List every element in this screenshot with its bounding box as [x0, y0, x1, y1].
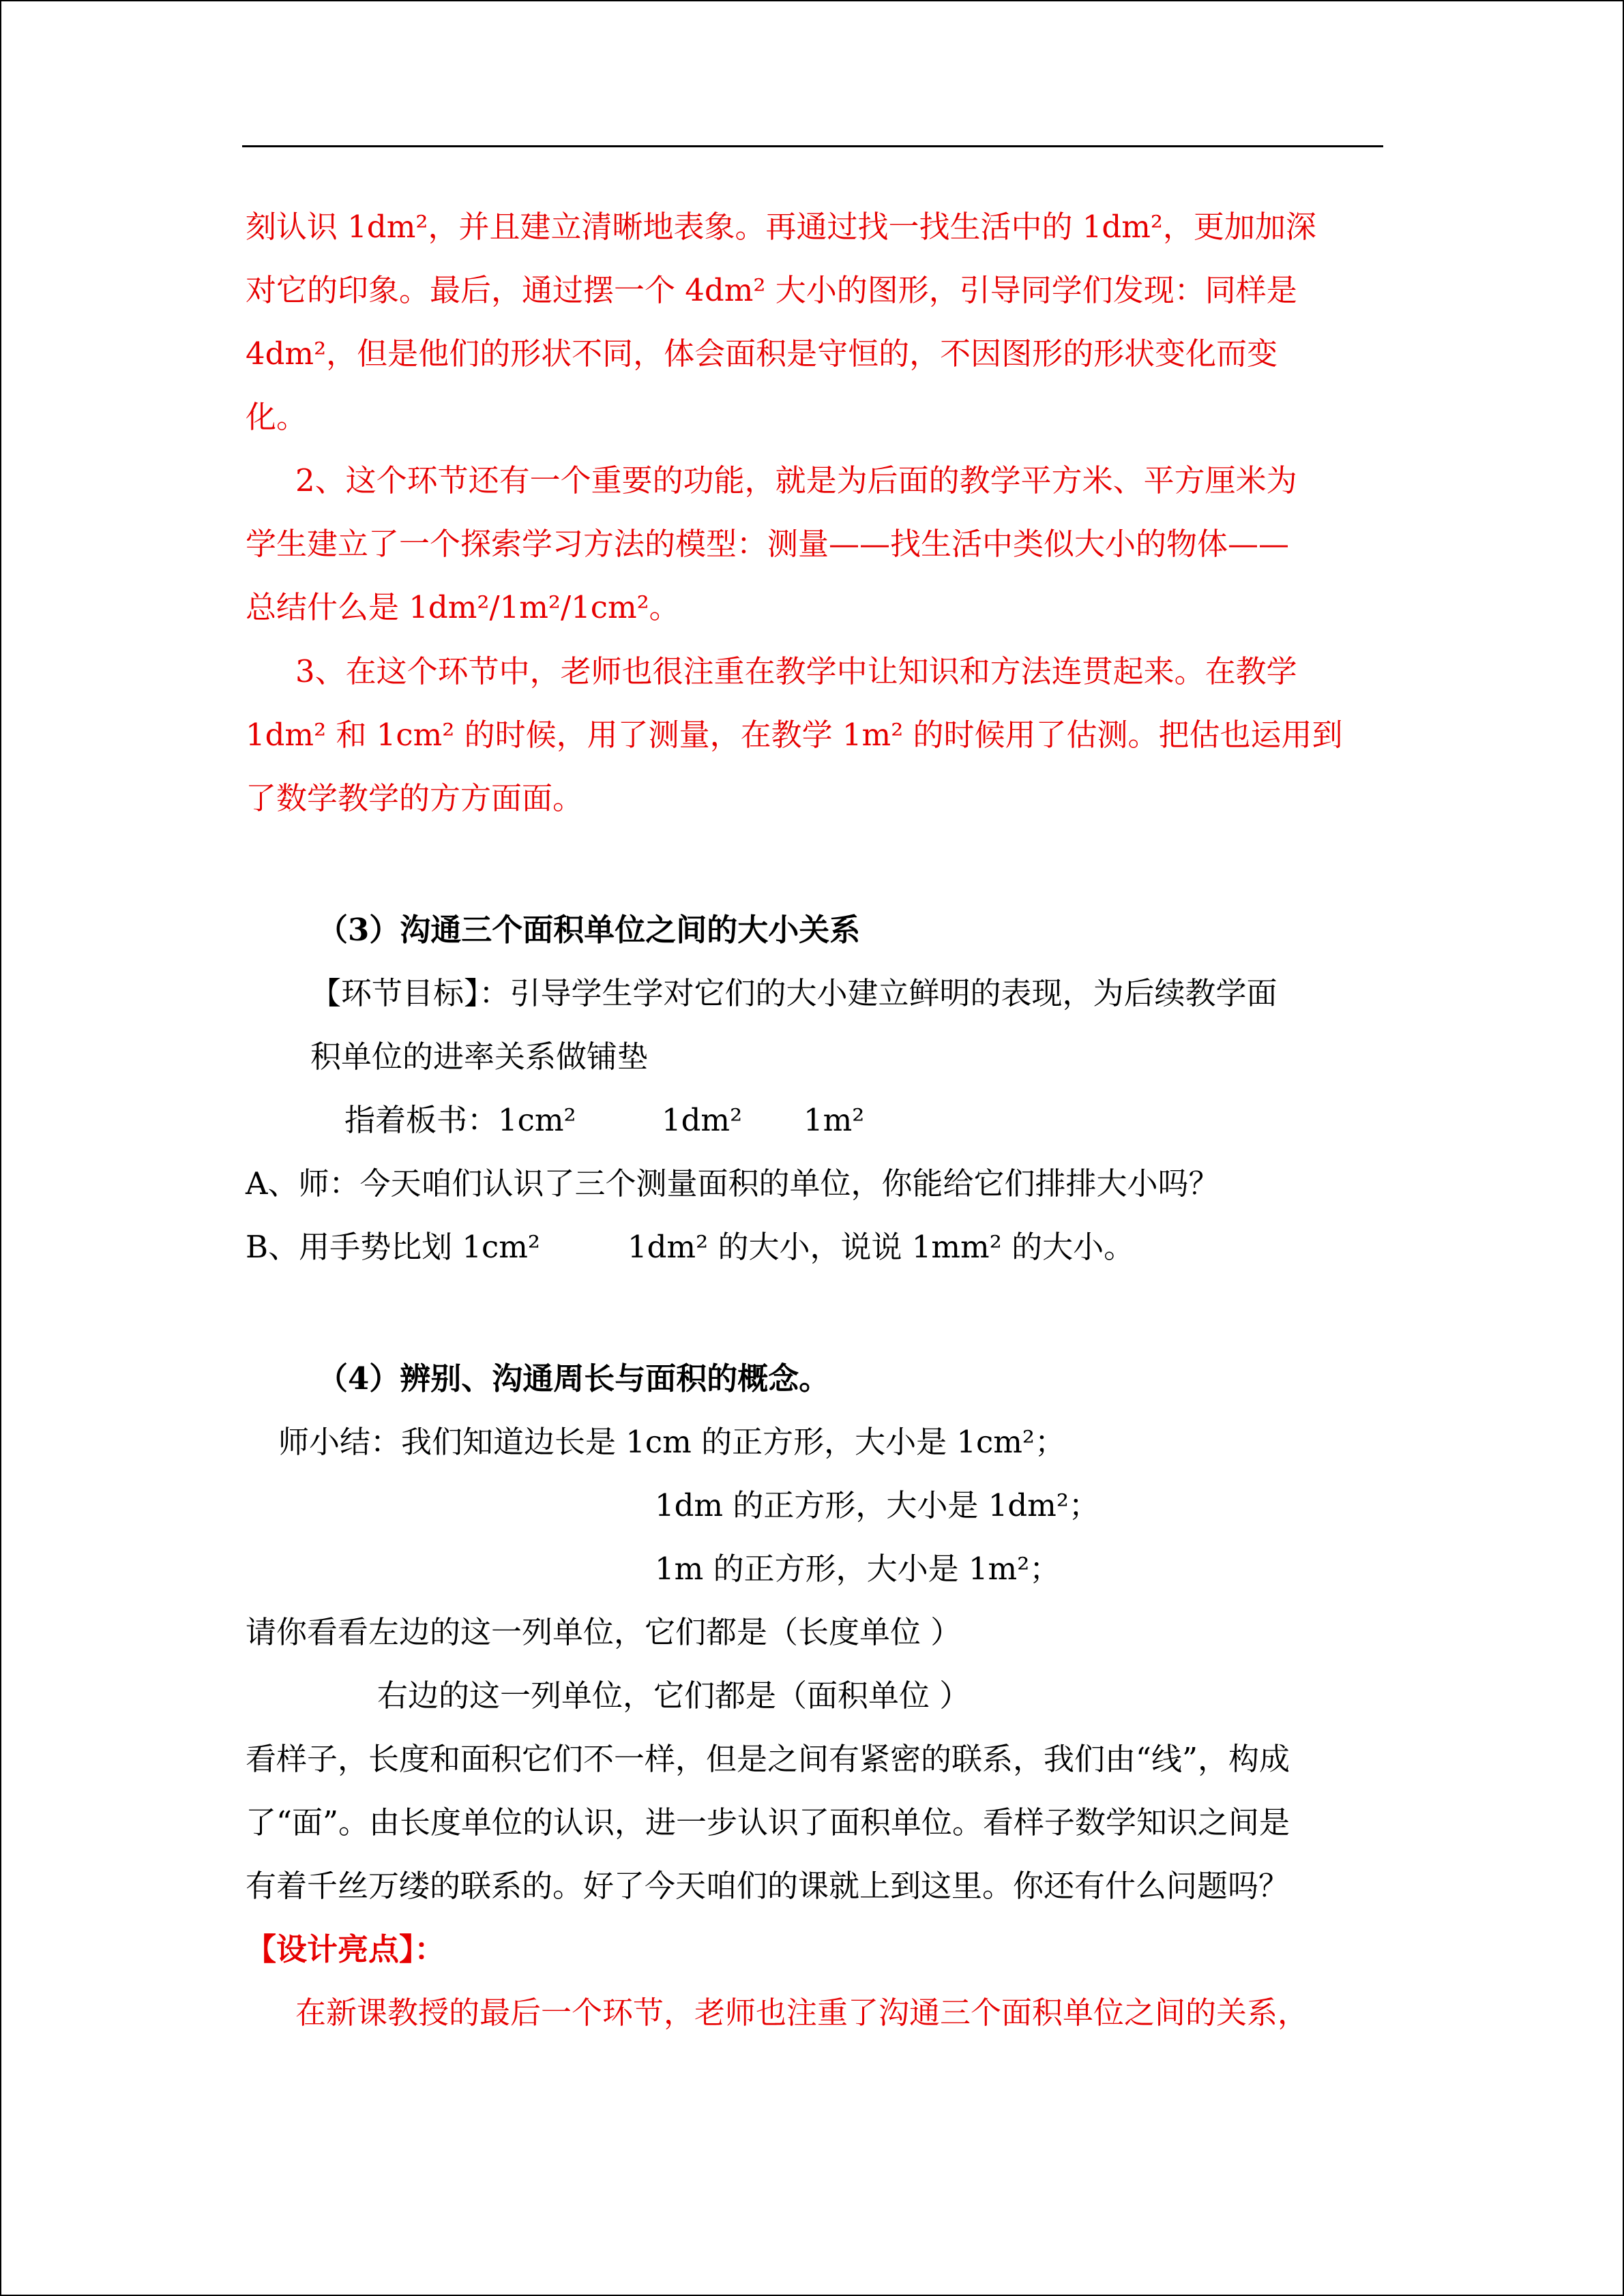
- section3-heading: （3）沟通三个面积单位之间的大小关系: [317, 912, 861, 948]
- section3-goal-line2: 积单位的进率关系做铺垫: [310, 1039, 649, 1075]
- reflection2-line2: 学生建立了一个探索学习方法的模型：测量——找生活中类似大小的物体——: [246, 526, 1290, 562]
- section4-para1: 看样子，长度和面积它们不一样，但是之间有紧密的联系，我们由“线”，构成: [246, 1741, 1290, 1777]
- section3-goal-line1: 【环节目标】：引导学生学对它们的大小建立鲜明的表现，为后续教学面: [310, 975, 1278, 1011]
- reflection2-line3: 总结什么是 1dm²/1m²/1cm²。: [246, 589, 680, 625]
- section4-summary3: 1m 的正方形，大小是 1m²；: [655, 1551, 1061, 1587]
- section3-board-unit2: 1dm²: [662, 1102, 743, 1138]
- reflection1-line1: 刻认识 1dm²，并且建立清晰地表象。再通过找一找生活中的 1dm²，更加加深: [246, 209, 1316, 245]
- section3-board-unit3: 1m²: [803, 1102, 865, 1138]
- section4-heading: （4）辨别、沟通周长与面积的概念。: [317, 1360, 830, 1397]
- section4-highlight-text: 在新课教授的最后一个环节，老师也注重了沟通三个面积单位之间的关系，: [295, 1995, 1309, 2031]
- section4-summary2: 1dm 的正方形，大小是 1dm²；: [655, 1487, 1099, 1523]
- reflection3-line2: 1dm² 和 1cm² 的时候，用了测量，在教学 1m² 的时候用了估测。把估也运用到: [246, 717, 1343, 753]
- header-rule: [242, 145, 1383, 147]
- section4-left-units: 请你看看左边的这一列单位，它们都是（长度单位 ）: [246, 1614, 962, 1650]
- reflection3-line1: 3、在这个环节中，老师也很注重在教学中让知识和方法连贯起来。在教学: [295, 653, 1297, 689]
- reflection1-line3: 4dm²，但是他们的形状不同，体会面积是守恒的，不因图形的形状变化而变: [246, 336, 1278, 372]
- section3-item-a: A、师：今天咱们认识了三个测量面积的单位，你能给它们排排大小吗？: [246, 1165, 1220, 1202]
- section3-item-b-part2: 1dm² 的大小，说说 1mm² 的大小。: [628, 1229, 1135, 1265]
- reflection2-line1: 2、这个环节还有一个重要的功能，就是为后面的教学平方米、平方厘米为: [295, 462, 1297, 498]
- reflection1-line4: 化。: [246, 399, 308, 435]
- section4-para2: 了“面”。由长度单位的认识，进一步认识了面积单位。看样子数学知识之间是: [246, 1804, 1290, 1840]
- reflection3-line3: 了数学教学的方方面面。: [246, 780, 584, 816]
- section4-highlight-label: 【设计亮点】：: [246, 1931, 445, 1967]
- section4-para3: 有着千丝万缕的联系的。好了今天咱们的课就上到这里。你还有什么问题吗？: [246, 1868, 1290, 1904]
- section4-right-units: 右边的这一列单位，它们都是（面积单位 ）: [377, 1678, 971, 1714]
- section3-board-label: 指着板书：1cm²: [344, 1102, 576, 1138]
- reflection1-line2: 对它的印象。最后，通过摆一个 4dm² 大小的图形，引导同学们发现：同样是: [246, 272, 1297, 308]
- section3-item-b-part1: B、用手势比划 1cm²: [246, 1229, 540, 1265]
- section4-summary1: 师小结：我们知道边长是 1cm 的正方形，大小是 1cm²；: [278, 1424, 1065, 1460]
